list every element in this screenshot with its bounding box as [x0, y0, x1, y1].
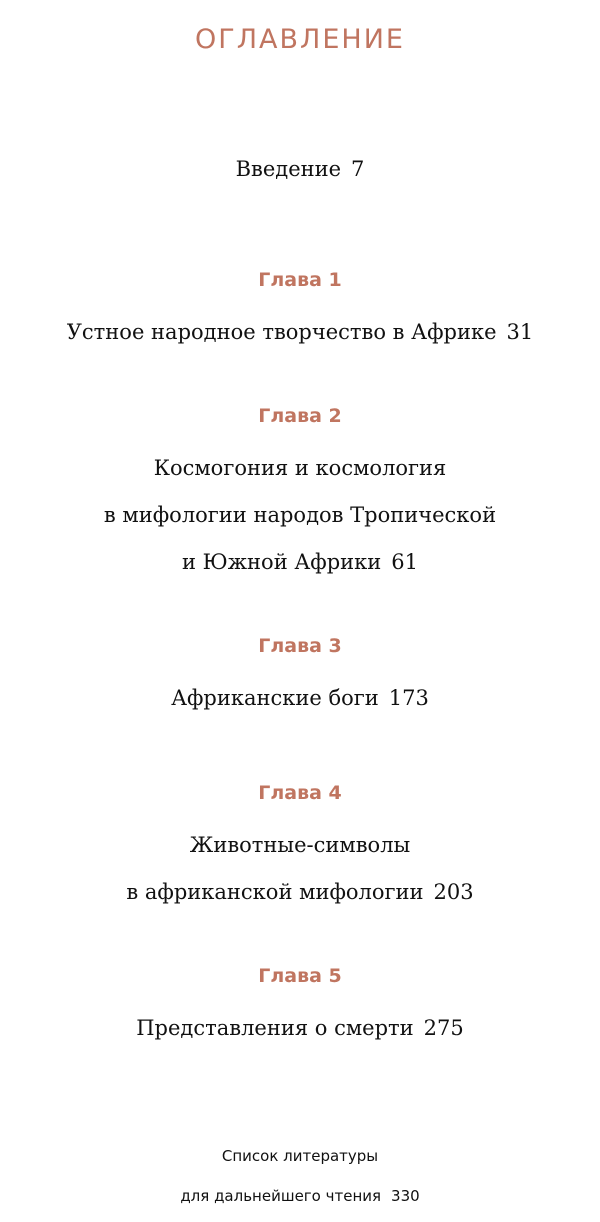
chapter-label: Глава 2: [258, 405, 342, 427]
page-number: 173: [388, 686, 429, 710]
entry-line: Список литературы: [221, 1147, 379, 1165]
entry-title-lines: [0, 309, 600, 356]
entry-title-lines: [0, 1005, 600, 1052]
entry-title: Представления о смерти: [136, 1016, 414, 1040]
chapter-label: Глава 5: [258, 965, 342, 987]
entry-line: [0, 1005, 600, 1052]
entry-title-lines: [0, 675, 600, 722]
toc-entry-chapter-4[interactable]: [0, 778, 600, 916]
chapter-label: Глава 4: [258, 782, 342, 804]
page-number: 61: [391, 550, 418, 574]
entry-line: [0, 146, 600, 193]
toc-entry-chapter-5[interactable]: [0, 961, 600, 1052]
page-number: 203: [433, 880, 474, 904]
page-number: 330: [391, 1187, 420, 1205]
toc-entry-intro[interactable]: [0, 146, 600, 193]
entry-title-lines: [0, 822, 600, 916]
entry-line: Космогония и космология: [153, 456, 447, 480]
chapter-label: Глава 1: [258, 269, 342, 291]
entry-line: в мифологии народов Тропической: [103, 503, 497, 527]
entry-title: в африканской мифологии: [126, 880, 424, 904]
entry-title: Устное народное творчество в Африке: [66, 320, 497, 344]
entry-title-lines: [0, 146, 600, 193]
toc-entry-chapter-1[interactable]: [0, 265, 600, 356]
entry-line: [0, 309, 600, 356]
page-number: 31: [506, 320, 534, 344]
entry-line: Животные-символы: [189, 833, 411, 857]
entry-line: [0, 675, 600, 722]
chapter-label: Глава 3: [258, 635, 342, 657]
toc-entry-chapter-2[interactable]: [0, 401, 600, 586]
entry-line: [0, 869, 600, 916]
toc-entry-chapter-3[interactable]: [0, 631, 600, 722]
page-number: 275: [423, 1016, 464, 1040]
page-number: 7: [351, 157, 365, 181]
entry-title: и Южной Африки: [182, 550, 382, 574]
entry-line: [0, 1176, 600, 1216]
entry-title: Африканские боги: [171, 686, 379, 710]
toc-entry-bibliography[interactable]: [0, 1136, 600, 1216]
entry-line: [0, 539, 600, 586]
entry-title: для дальнейшего чтения: [180, 1187, 382, 1205]
entry-title-lines: [0, 445, 600, 586]
page-title: ОГЛАВЛЕНИЕ: [195, 24, 405, 55]
entry-title: Введение: [235, 157, 342, 181]
